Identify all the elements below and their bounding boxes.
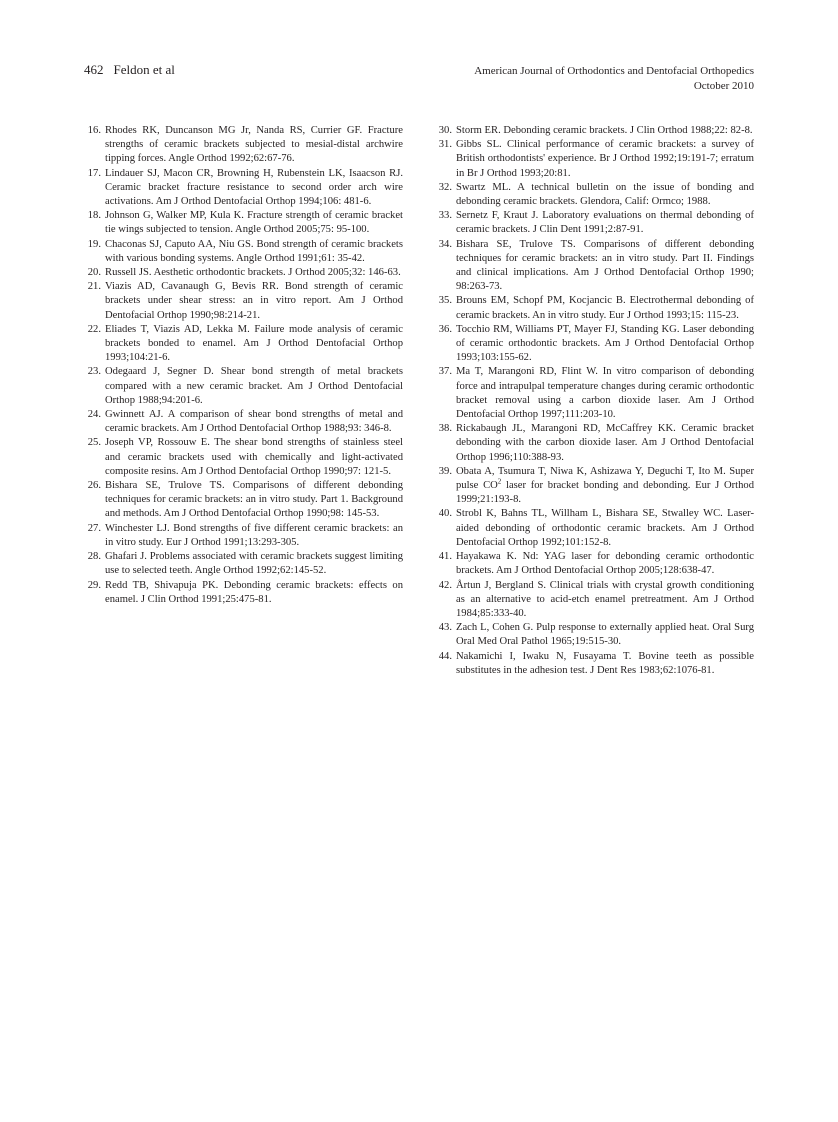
reference-number: 20. <box>87 267 101 279</box>
reference-text: Lindauer SJ, Macon CR, Browning H, Rubenstein LK, Isaacson RJ. Ceramic bracket fracture resistance to second order arch wire activations. Am J Orthod Dentofacial Orthop 1994;106: 481-6. <box>105 167 403 208</box>
reference-number: 31. <box>438 139 452 151</box>
reference-number: 32. <box>438 181 452 193</box>
reference-number: 22. <box>87 323 101 335</box>
reference-text: Johnson G, Walker MP, Kula K. Fracture strength of ceramic bracket tie wings subjected to tension. Angle Orthod 2005;75: 95-100. <box>105 210 403 236</box>
running-header <box>84 62 754 102</box>
reference-item <box>84 280 403 323</box>
co2-subscript-superscript: 2 <box>497 477 502 486</box>
reference-item <box>84 238 403 266</box>
header-left <box>84 62 175 78</box>
reference-number: 33. <box>438 210 452 222</box>
reference-text: Bishara SE, Trulove TS. Comparisons of different debonding techniques for ceramic brackets: an in vitro study. Part 1. Background and methods. Am J Orthod Dentofacial Orthop 1990;98: 145-53. <box>105 480 403 520</box>
reference-number: 30. <box>438 125 452 136</box>
reference-text: Odegaard J, Segner D. Shear bond strength of metal brackets compared with a new ceramic bracket. Am J Orthod Dentofacial Orthop 1988;94:201-6. <box>105 366 403 406</box>
reference-number: 43. <box>438 622 452 634</box>
reference-item <box>435 422 754 465</box>
reference-item <box>435 507 754 550</box>
reference-item <box>435 138 754 181</box>
reference-text: Rickabaugh JL, Marangoni RD, McCaffrey KK. Ceramic bracket debonding with the carbon dioxide laser. Am J Orthod Dentofacial Orthop 1996;110:388-93. <box>456 423 754 463</box>
reference-text: Redd TB, Shivapuja PK. Debonding ceramic brackets: effects on enamel. J Clin Orthod 1991;25:475-81. <box>105 579 403 605</box>
reference-text: Ghafari J. Problems associated with ceramic brackets suggest limiting use to selected teeth. Angle Orthod 1992;62:145-52. <box>105 551 403 577</box>
reference-text: Ma T, Marangoni RD, Flint W. In vitro comparison of debonding force and intrapulpal temperature changes during ceramic orthodontic bracket removal using a carbon dioxide laser. Am J Orthod Dentofacial Orthop 1997;111:203-10. <box>456 366 754 421</box>
reference-item <box>84 436 403 479</box>
reference-item <box>435 465 754 508</box>
reference-number: 21. <box>87 281 101 293</box>
reference-text: Bishara SE, Trulove TS. Comparisons of different debonding techniques for ceramic brackets: an in vitro study. Part II. Findings and clinical implications. Am J Orthod Dentofacial Orthop 1990; 98:263-73. <box>456 238 754 293</box>
reference-text: Viazis AD, Cavanaugh G, Bevis RR. Bond strength of ceramic brackets under shear stress: an in vitro report. Am J Orthod Dentofacial Orthop 1990;98:214-21. <box>105 281 403 321</box>
page-number: 462 <box>84 62 104 77</box>
reference-item <box>435 579 754 622</box>
reference-number: 16. <box>87 125 101 136</box>
reference-item <box>84 209 403 237</box>
reference-number: 37. <box>438 366 452 378</box>
reference-number: 24. <box>87 409 101 421</box>
reference-text: Winchester LJ. Bond strengths of five different ceramic brackets: an in vitro study. Eur J Orthod 1991;13:293-305. <box>105 522 403 548</box>
references-left-column <box>84 124 403 607</box>
reference-number: 18. <box>87 210 101 222</box>
reference-number: 29. <box>87 579 101 591</box>
reference-text: Brouns EM, Schopf PM, Kocjancic B. Electrothermal debonding of ceramic brackets. An in vitro study. Eur J Orthod 1993;15: 115-23. <box>456 295 754 321</box>
reference-number: 34. <box>438 238 452 250</box>
journal-title: American Journal of Orthodontics and Dentofacial Orthopedics <box>474 65 754 77</box>
reference-number: 44. <box>438 650 452 662</box>
reference-text: Årtun J, Bergland S. Clinical trials with crystal growth conditioning as an alternative to acid-etch enamel pretreatment. Am J Orthod 1984;85:333-40. <box>456 579 754 619</box>
reference-number: 41. <box>438 551 452 563</box>
reference-number: 19. <box>87 238 101 250</box>
reference-text: Sernetz F, Kraut J. Laboratory evaluations on thermal debonding of ceramic brackets. J Clin Dent 1991;2:87-91. <box>456 210 754 236</box>
issue-date: October 2010 <box>693 79 754 92</box>
reference-text: Gibbs SL. Clinical performance of ceramic brackets: a survey of British orthodontists' experience. Br J Orthod 1992;19:191-7; erratum in Br J Orthod 1993;20:81. <box>456 139 754 179</box>
reference-text: Strobl K, Bahns TL, Willham L, Bishara SE, Stwalley WC. Laser-aided debonding of orthodontic ceramic brackets. Am J Orthod Dentofacial Orthop 1992;101:152-8. <box>456 508 754 548</box>
reference-number: 39. <box>438 465 452 477</box>
reference-number: 42. <box>438 579 452 591</box>
reference-item <box>84 124 403 167</box>
reference-item <box>84 550 403 578</box>
reference-text: Chaconas SJ, Caputo AA, Niu GS. Bond strength of ceramic brackets with various bonding systems. Angle Orthod 1991;61: 35-42. <box>105 238 403 264</box>
references-right-column <box>435 124 754 678</box>
reference-number: 25. <box>87 437 101 449</box>
reference-item <box>435 294 754 322</box>
reference-item <box>84 579 403 607</box>
reference-number: 26. <box>87 480 101 492</box>
reference-item <box>84 522 403 550</box>
reference-item <box>435 238 754 295</box>
running-authors: Feldon et al <box>113 62 175 77</box>
reference-item <box>84 479 403 522</box>
reference-text: Russell JS. Aesthetic orthodontic brackets. J Orthod 2005;32: 146-63. <box>105 267 401 279</box>
reference-text: Rhodes RK, Duncanson MG Jr, Nanda RS, Currier GF. Fracture strengths of ceramic brackets subjected to mesial-distal archwire tipping forces. Angle Orthod 1992;62:67-76. <box>105 125 403 165</box>
reference-text: Storm ER. Debonding ceramic brackets. J Clin Orthod 1988;22: 82-8. <box>456 125 753 136</box>
reference-item <box>435 550 754 578</box>
reference-text: Gwinnett AJ. A comparison of shear bond strengths of metal and ceramic brackets. Am J Orthod Dentofacial Orthop 1988;93: 346-8. <box>105 409 403 435</box>
reference-item <box>84 365 403 408</box>
reference-number: 38. <box>438 423 452 435</box>
reference-number: 17. <box>87 167 101 179</box>
reference-text: Nakamichi I, Iwaku N, Fusayama T. Bovine teeth as possible substitutes in the adhesion test. J Dent Res 1983;62:1076-81. <box>456 650 754 676</box>
reference-text: Eliades T, Viazis AD, Lekka M. Failure mode analysis of ceramic brackets bonded to enamel. Am J Orthod Dentofacial Orthop 1993;104:21-6. <box>105 323 403 364</box>
reference-number: 36. <box>438 323 452 335</box>
reference-item <box>84 167 403 210</box>
reference-item <box>435 209 754 237</box>
reference-item <box>435 365 754 422</box>
reference-text: Hayakawa K. Nd: YAG laser for debonding ceramic orthodontic brackets. Am J Orthod Dentofacial Orthop 2005;128:638-47. <box>456 551 754 577</box>
reference-item <box>435 621 754 649</box>
reference-item <box>435 323 754 366</box>
reference-item <box>84 323 403 366</box>
reference-item <box>435 124 754 138</box>
reference-number: 40. <box>438 508 452 520</box>
reference-item <box>84 408 403 436</box>
reference-number: 27. <box>87 522 101 534</box>
reference-number: 28. <box>87 551 101 563</box>
reference-text-part: laser for bracket bonding and debonding. Eur J Orthod 1999;21:193-8. <box>456 480 754 506</box>
reference-text: Joseph VP, Rossouw E. The shear bond strengths of stainless steel and ceramic brackets used with chemically and light-activated composite resins. Am J Orthod Dentofacial Orthop 1990;97: 121-5. <box>105 437 403 477</box>
header-right <box>474 64 754 93</box>
reference-item <box>435 650 754 678</box>
reference-number: 35. <box>438 295 452 307</box>
reference-item <box>435 181 754 209</box>
reference-text: Tocchio RM, Williams PT, Mayer FJ, Standing KG. Laser debonding of ceramic orthodontic brackets. Am J Orthod Dentofacial Orthop 1993;103:155-62. <box>456 323 754 364</box>
reference-number: 23. <box>87 366 101 378</box>
reference-text-part: Obata A, Tsumura T, Niwa K, Ashizawa Y, Deguchi T, Ito M. Super pulse CO <box>456 465 754 492</box>
reference-text: Zach L, Cohen G. Pulp response to externally applied heat. Oral Surg Oral Med Oral Pathol 1965;19:515-30. <box>456 622 754 648</box>
reference-item <box>84 266 403 280</box>
reference-text: Swartz ML. A technical bulletin on the issue of bonding and debonding ceramic brackets. Glendora, Calif: Ormco; 1988. <box>456 181 754 208</box>
